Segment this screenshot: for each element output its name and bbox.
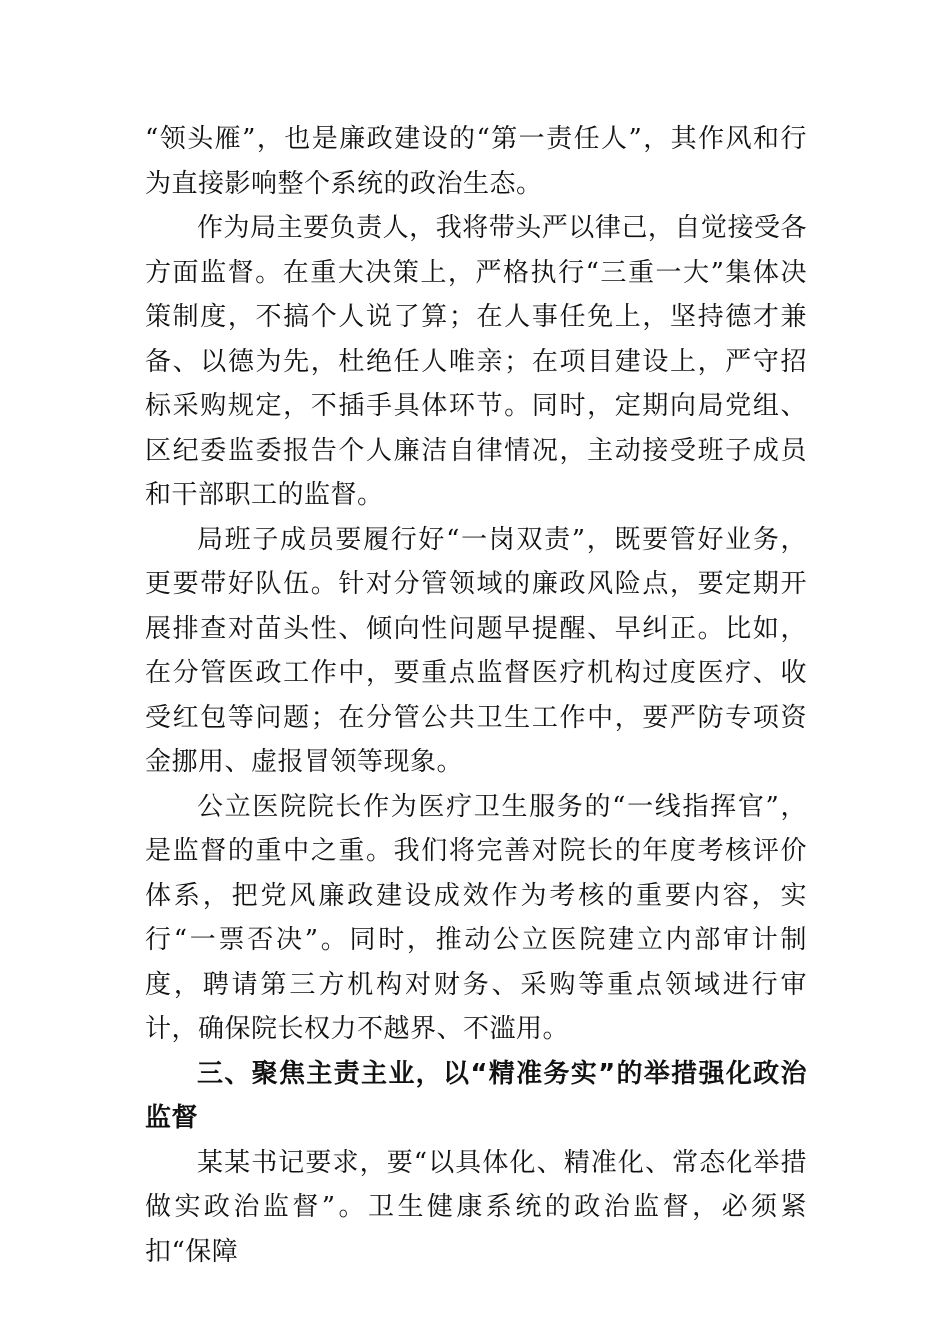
document-page bbox=[145, 117, 807, 1274]
paragraph-political-supervision: 某某书记要求，要“以具体化、精准化、常态化举措做实政治监督”。卫生健康系统的政治监督，必须紧扣“保障 bbox=[145, 1147, 807, 1267]
paragraph-hospital-directors: 公立医院院长作为医疗卫生服务的“一线指挥官”，是监督的重中之重。我们将完善对院长的年度考核评价体系，把党风廉政建设成效作为考核的重要内容，实行“一票否决”。同时，推动公立医院建立内部审计制度，聘请第三方机构对财务、采购等重点领域进行审计，确保院长权力不越界、不滥用。 bbox=[145, 791, 807, 1044]
section-heading: 三、聚焦主责主业，以“精准务实”的举措强化政治监督 bbox=[145, 1058, 807, 1133]
paragraph-team-members: 局班子成员要履行好“一岗双责”，既要管好业务，更要带好队伍。针对分管领域的廉政风险点，要定期开展排查对苗头性、倾向性问题早提醒、早纠正。比如，在分管医政工作中，要重点监督医疗机构过度医疗、收受红包等问题；在分管公共卫生工作中，要严防专项资金挪用、虚报冒领等现象。 bbox=[145, 524, 807, 777]
paragraph-director-responsibility: 作为局主要负责人，我将带头严以律己，自觉接受各方面监督。在重大决策上，严格执行“三重一大”集体决策制度，不搞个人说了算；在人事任免上，坚持德才兼备、以德为先，杜绝任人唯亲；在项目建设上，严守招标采购规定，不插手具体环节。同时，定期向局党组、区纪委监委报告个人廉洁自律情况，主动接受班子成员和干部职工的监督。 bbox=[145, 213, 807, 510]
paragraph-continuation: “领头雁”，也是廉政建设的“第一责任人”，其作风和行为直接影响整个系统的政治生态。 bbox=[145, 124, 807, 199]
